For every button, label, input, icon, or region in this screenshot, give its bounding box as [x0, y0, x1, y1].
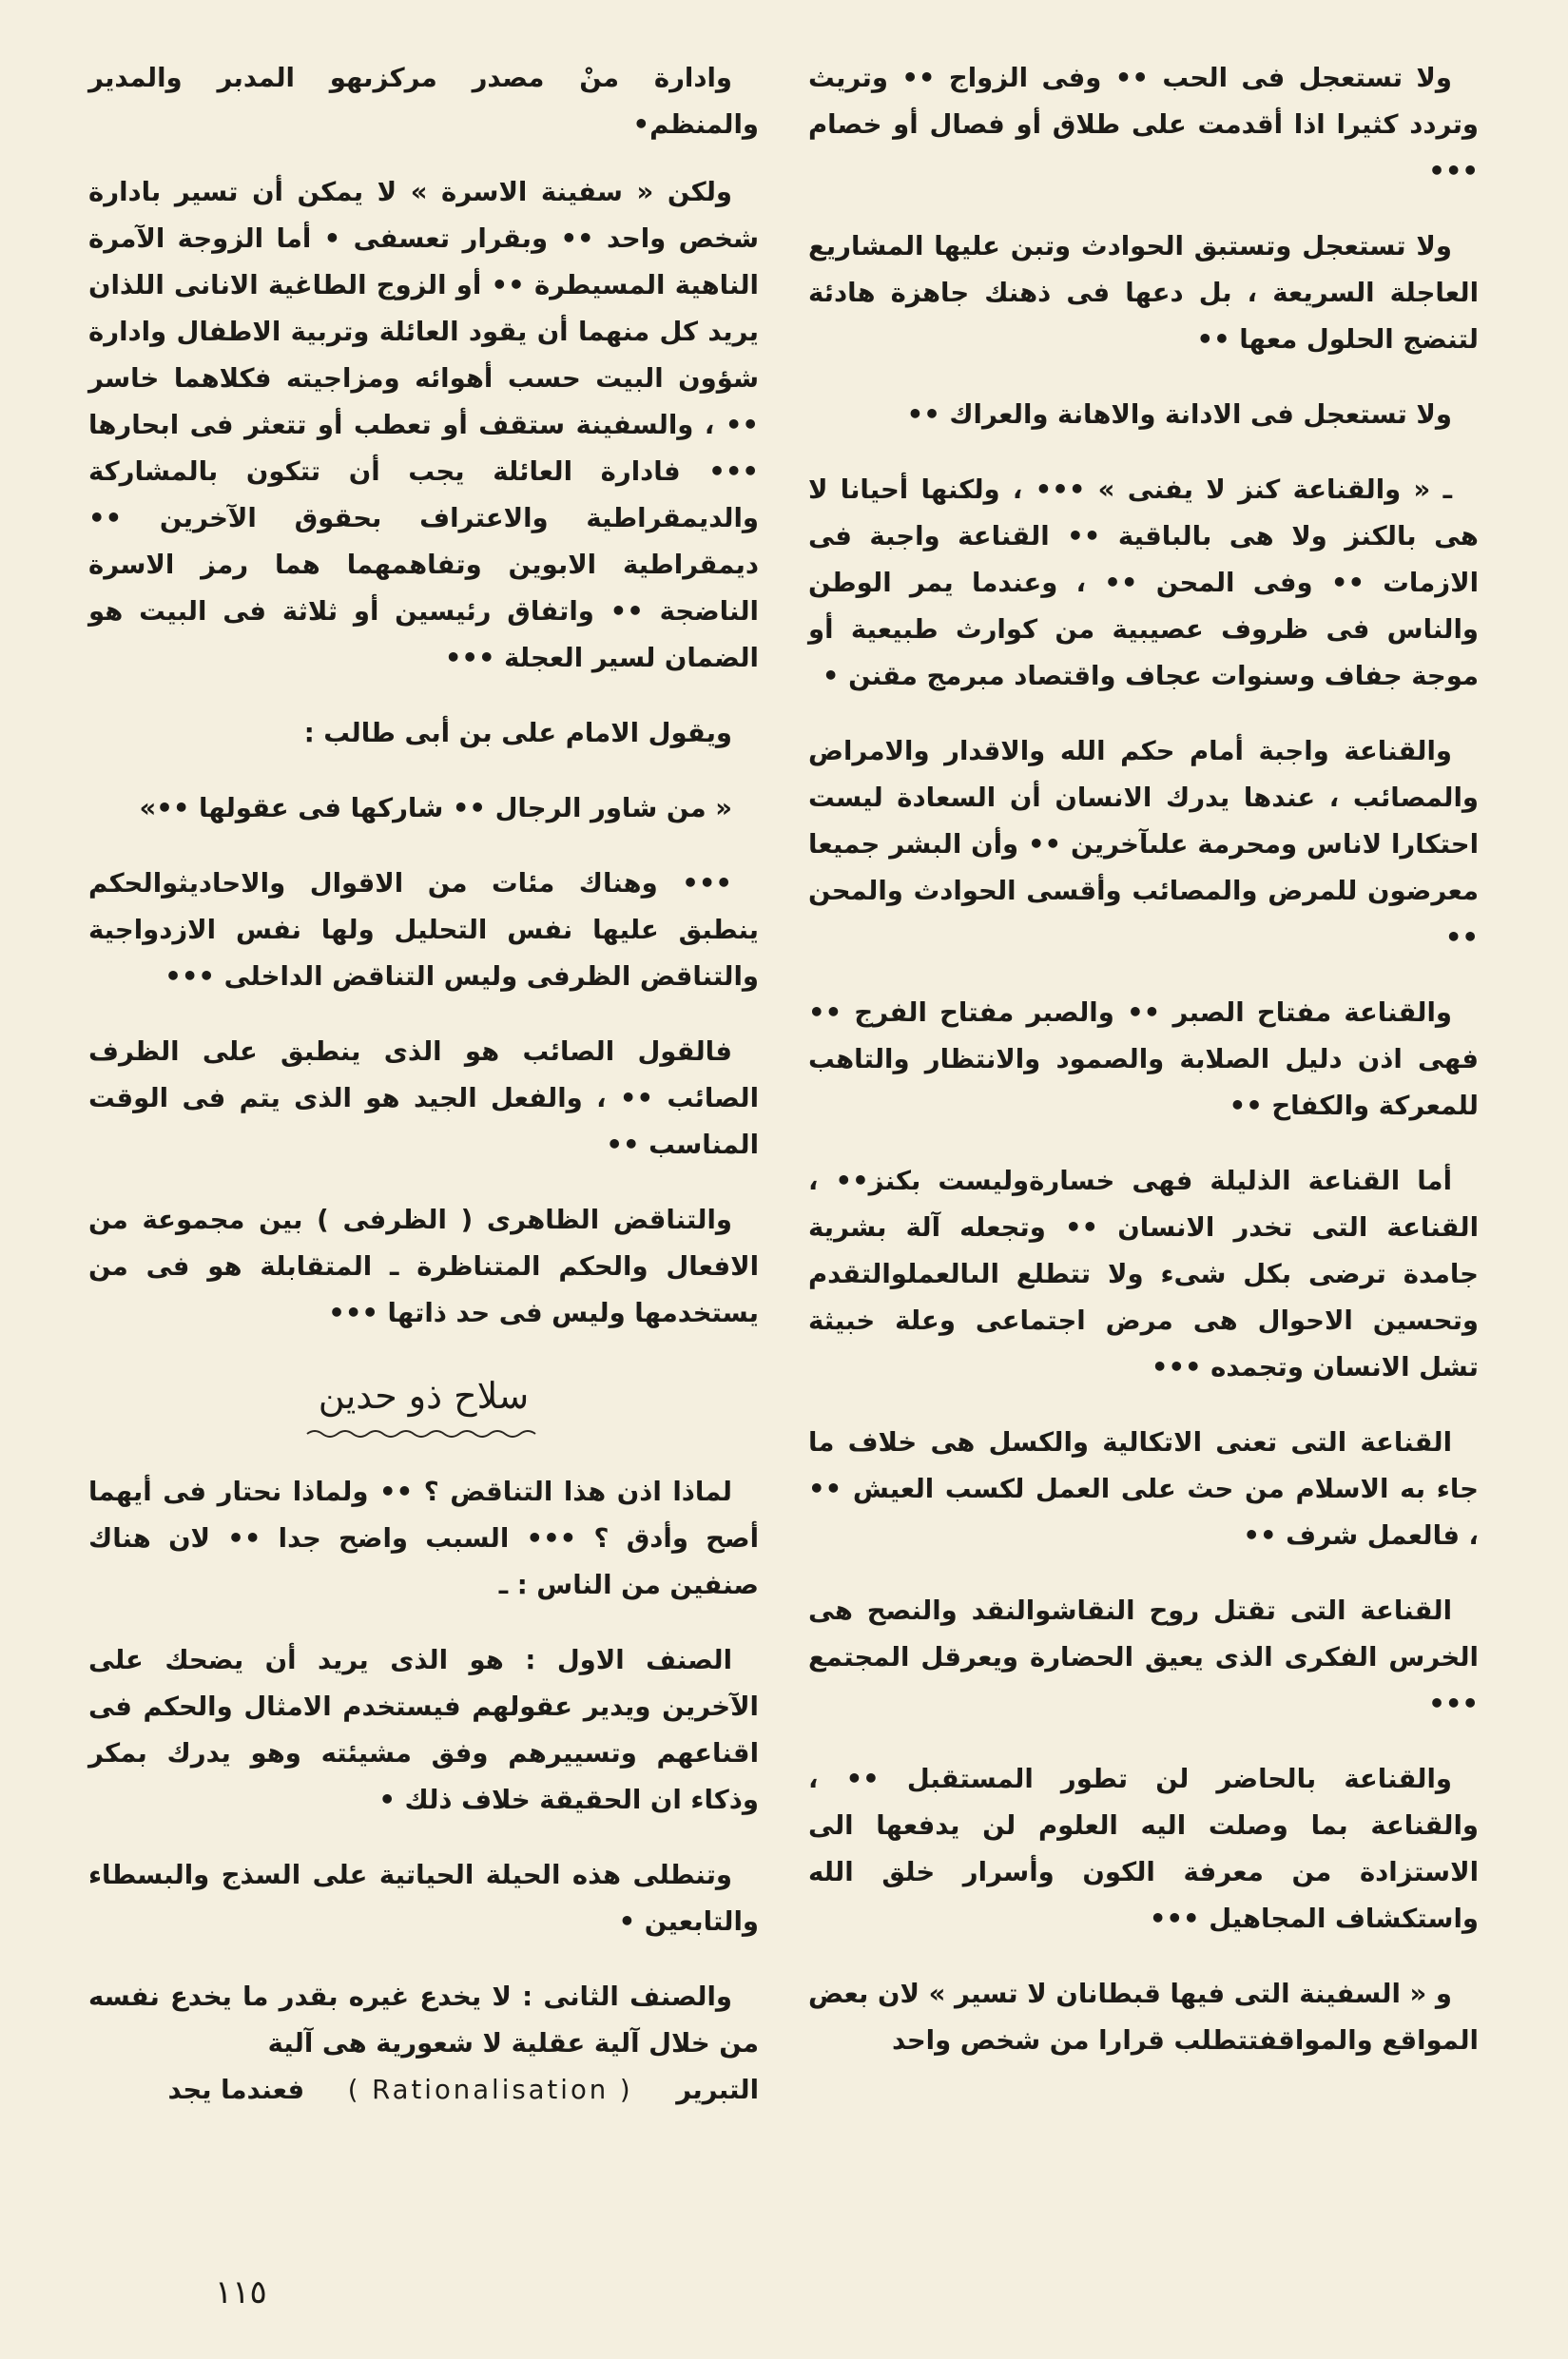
paragraph: الصنف الاول : هو الذى يريد أن يضحك على الآخرين ويدير عقولهم فيستخدم الامثال والحكم فى اقناعهم وتسييرهم وفق مشيئته وهو يدرك بمكر وذكاء ان الحقيقة خلاف ذلك •	[88, 1645, 759, 1815]
page-number: ١١٥	[215, 2273, 267, 2311]
paragraph: ولا تستعجل فى الحب •• وفى الزواج •• وتريث وتردد كثيرا اذا أقدمت على طلاق أو فصال أو خصام •••	[808, 63, 1479, 186]
paragraph: ولكن « سفينة الاسرة » لا يمكن أن تسير بادارة شخص واحد •• وبقرار تعسفى • أما الزوجة الآمرة الناهية المسيطرة •• أو الزوج الطاغية الانانى اللذان يريد كل منهما أن يقود العائلة وتربية الاطفال وادارة شؤون البيت حسب أهوائه ومزاجيته فكلاهما خاسر •• ، والسفينة ستقف أو تعطب أو تتعثر فى ابحارها ••• فادارة العائلة يجب أن تتكون بالمشاركة والديمقراطية والاعتراف بحقوق الآخرين •• ديمقراطية الابوين وتفاهمهما هما رمز الاسرة الناضجة •• واتفاق رئيسين أو ثلاثة فى البيت هو الضمان لسير العجلة •••	[88, 177, 759, 673]
paragraph: ولا تستعجل وتستبق الحوادث وتبن عليها المشاريع العاجلة السريعة ، بل دعها فى ذهنك جاهزة هادئة لتنضج الحلول معها ••	[808, 231, 1479, 355]
paragraph: وتنطلى هذه الحيلة الحياتية على السذج والبسطاء والتابعين •	[88, 1860, 759, 1937]
right-column	[808, 55, 1479, 2093]
paragraph: فالقول الصائب هو الذى ينطبق على الظرف الصائب •• ، والفعل الجيد هو الذى يتم فى الوقت المناسب ••	[88, 1036, 759, 1160]
last-line-tail: فعندما يجد	[167, 2075, 305, 2105]
latin-term: ( Rationalisation )	[347, 2075, 633, 2105]
section-heading-block	[88, 1373, 759, 1441]
last-line-word: التبرير	[676, 2075, 759, 2105]
last-line	[88, 2067, 759, 2114]
paragraph: والقناعة بالحاضر لن تطور المستقبل •• ، والقناعة بما وصلت اليه العلوم لن يدفعها الى الاستزادة من معرفة الكون وأسرار خلق الله واستكشاف المجاهيل •••	[808, 1764, 1479, 1934]
paragraph: لماذا اذن هذا التناقض ؟ •• ولماذا نحتار فى أيهما أصح وأدق ؟ ••• السبب واضح جدا •• لان هناك صنفين من الناس : ـ	[88, 1477, 759, 1600]
wavy-underline-icon	[305, 1427, 543, 1441]
paragraph: والقناعة مفتاح الصبر •• والصبر مفتاح الفرج •• فهى اذن دليل الصلابة والصمود والانتظار والتاهب للمعركة والكفاح ••	[808, 997, 1479, 1121]
paragraph: ••• وهناك مئات من الاقوال والاحاديثوالحكم ينطبق عليها نفس التحليل ولها نفس الازدواجية والتناقض الظرفى وليس التناقض الداخلى •••	[88, 868, 759, 992]
quote: « من شاور الرجال •• شاركها فى عقولها ••»	[139, 793, 732, 823]
paragraph: و « السفينة التى فيها قبطانان لا تسير » لان بعض المواقع والمواقفتتطلب قرارا من شخص واحد	[808, 1979, 1479, 2056]
paragraph: القناعة التى تعنى الاتكالية والكسل هى خلاف ما جاء به الاسلام من حث على العمل لكسب العيش •• ، فالعمل شرف ••	[808, 1427, 1479, 1551]
left-column	[88, 55, 759, 2114]
paragraph: وادارة منْ مصدر مركزىهو المدبر والمدير والمنظم•	[88, 63, 759, 140]
paragraph: ولا تستعجل فى الادانة والاهانة والعراك ••	[906, 399, 1452, 430]
paragraph: ـ « والقناعة كنز لا يفنى » ••• ، ولكنها أحيانا لا هى بالكنز ولا هى بالباقية •• القناعة واجبة فى الازمات •• وفى المحن •• ، وعندما يمر الوطن والناس فى ظروف عصيبية من كوارث طبيعية أو موجة جفاف وسنوات عجاف واقتصاد مبرمج مقنن •	[808, 474, 1479, 691]
paragraph: والقناعة واجبة أمام حكم الله والاقدار والامراض والمصائب ، عندها يدرك الانسان أن السعادة ليست احتكارا لاناس ومحرمة علىآخرين •• وأن البشر جميعا معرضون للمرض والمصائب وأقسى الحوادث والمحن ••	[808, 736, 1479, 953]
paragraph: أما القناعة الذليلة فهى خسارةوليست بكنز•• ، القناعة التى تخدر الانسان •• وتجعله آلة بشرية جامدة ترضى بكل شىء ولا تتطلع الىالعملوالتقدم وتحسين الاحوال هى مرض اجتماعى وعلة خبيثة تشل الانسان وتجمده •••	[808, 1166, 1479, 1383]
paragraph: والصنف الثانى : لا يخدع غيره بقدر ما يخدع نفسه من خلال آلية عقلية لا شعورية هى آلية	[88, 1982, 759, 2059]
paragraph: القناعة التى تقتل روح النقاشوالنقد والنصح هى الخرس الفكرى الذى يعيق الحضارة ويعرقل المجتمع •••	[808, 1595, 1479, 1719]
section-heading: سلاح ذو حدين	[318, 1375, 530, 1417]
paragraph: والتناقض الظاهرى ( الظرفى ) بين مجموعة من الافعال والحكم المتناظرة ـ المتقابلة هو فى من يستخدمها وليس فى حد ذاتها •••	[88, 1205, 759, 1328]
quote-intro: ويقول الامام على بن أبى طالب :	[303, 718, 732, 748]
